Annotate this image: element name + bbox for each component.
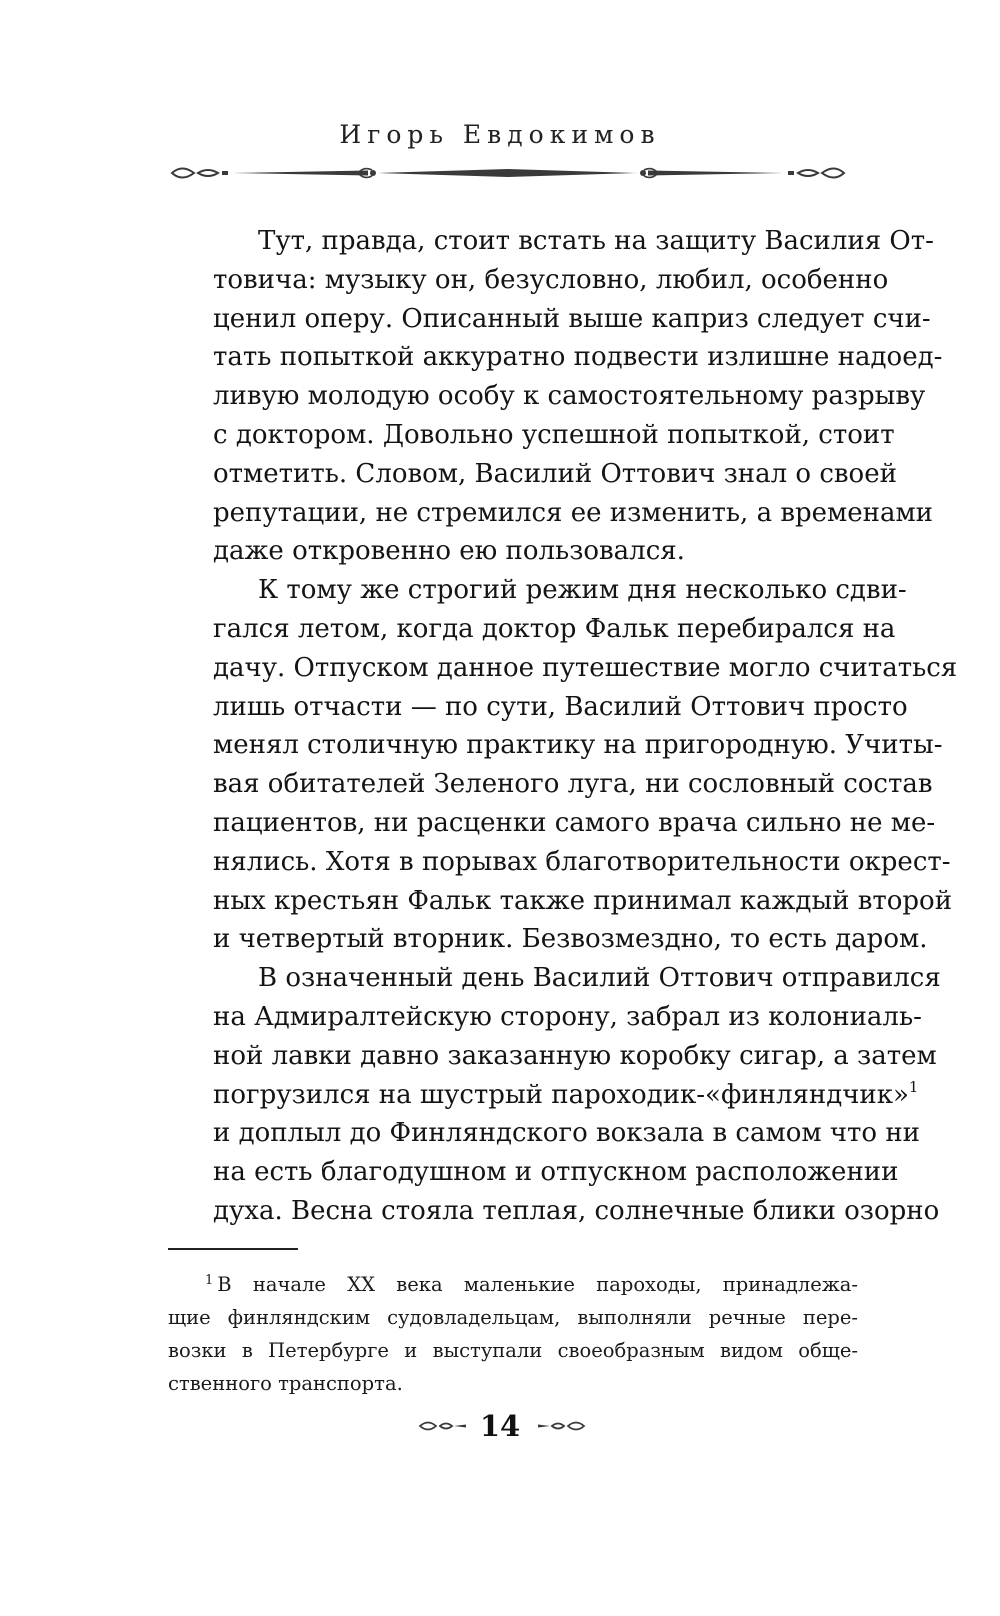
text-line: ливую молодую особу к самостоятельному разрыву bbox=[213, 381, 926, 412]
footnote-line bbox=[168, 1268, 858, 1301]
text-line: отметить. Словом, Василий Оттович знал о своей bbox=[213, 458, 897, 489]
footnote-separator bbox=[168, 1248, 298, 1250]
paragraph-3 bbox=[168, 959, 941, 1231]
running-header-author: Игорь Евдокимов bbox=[339, 120, 661, 149]
text-line: дачу. Отпуском данное путешествие могло считаться bbox=[213, 652, 958, 683]
text-line: и четвертый вторник. Безвозмездно, то есть даром. bbox=[213, 924, 928, 955]
header-ornament-divider bbox=[168, 160, 848, 186]
footnote-line: возки в Петербурге и выступали своеобразным видом обще- bbox=[168, 1339, 858, 1362]
text-line: ных крестьян Фальк также принимал каждый второй bbox=[213, 885, 953, 916]
text-line: К тому же строгий режим дня несколько сдви- bbox=[258, 575, 907, 606]
text-line: ценил оперу. Описанный выше каприз следует счи- bbox=[213, 303, 931, 334]
text-line: ной лавки давно заказанную коробку сигар, а затем bbox=[213, 1040, 937, 1071]
page-number: 14 bbox=[479, 1409, 521, 1443]
text-line: менял столичную практику на пригородную. Учиты- bbox=[213, 730, 943, 761]
folio-ornament-right-icon bbox=[536, 1417, 586, 1435]
text-line: с доктором. Довольно успешной попыткой, стоит bbox=[213, 419, 895, 450]
text-line: тать попыткой аккуратно подвести излишне надоед- bbox=[213, 342, 943, 373]
text-line-content: погрузился на шустрый пароходик-«финляндчик» bbox=[213, 1079, 909, 1110]
text-line: и доплыл до Финляндского вокзала в самом что ни bbox=[213, 1118, 920, 1149]
text-line: вая обитателей Зеленого луга, ни сословный состав bbox=[213, 769, 933, 800]
paragraph-1 bbox=[168, 222, 943, 571]
footnote bbox=[168, 1268, 858, 1400]
text-line: нялись. Хотя в порывах благотворительности окрест- bbox=[213, 846, 951, 877]
text-line: лишь отчасти — по сути, Василий Оттович просто bbox=[213, 691, 908, 722]
text-line: В означенный день Василий Оттович отправился bbox=[258, 963, 941, 994]
text-line: на есть благодушном и отпускном расположении bbox=[213, 1157, 899, 1188]
footnote-marker: 1 bbox=[205, 1273, 214, 1288]
text-line: даже откровенно ею пользовался. bbox=[213, 536, 685, 567]
text-line: товича: музыку он, безусловно, любил, особенно bbox=[213, 264, 889, 295]
text-line: репутации, не стремился ее изменить, а временами bbox=[213, 497, 934, 528]
page-number-block bbox=[0, 1405, 1000, 1445]
text-line: на Адмиралтейскую сторону, забрал из колониаль- bbox=[213, 1001, 922, 1032]
text-line: духа. Весна стояла теплая, солнечные блики озорно bbox=[213, 1195, 940, 1226]
paragraph-2 bbox=[168, 571, 958, 959]
body-text bbox=[168, 222, 958, 1231]
text-line: гался летом, когда доктор Фальк перебирался на bbox=[213, 613, 896, 644]
text-line: Тут, правда, стоит встать на защиту Василия От- bbox=[258, 226, 934, 256]
footnote-line: щие финляндским судовладельцам, выполняли речные пере- bbox=[168, 1306, 858, 1329]
text-line-with-footnote bbox=[168, 1076, 919, 1115]
footnote-reference[interactable]: 1 bbox=[908, 1077, 919, 1096]
text-line: пациентов, ни расценки самого врача сильно не ме- bbox=[213, 807, 936, 838]
footnote-line: ственного транспорта. bbox=[168, 1372, 403, 1395]
footnote-line-content: В начале XX века маленькие пароходы, принадлежа- bbox=[217, 1273, 858, 1296]
